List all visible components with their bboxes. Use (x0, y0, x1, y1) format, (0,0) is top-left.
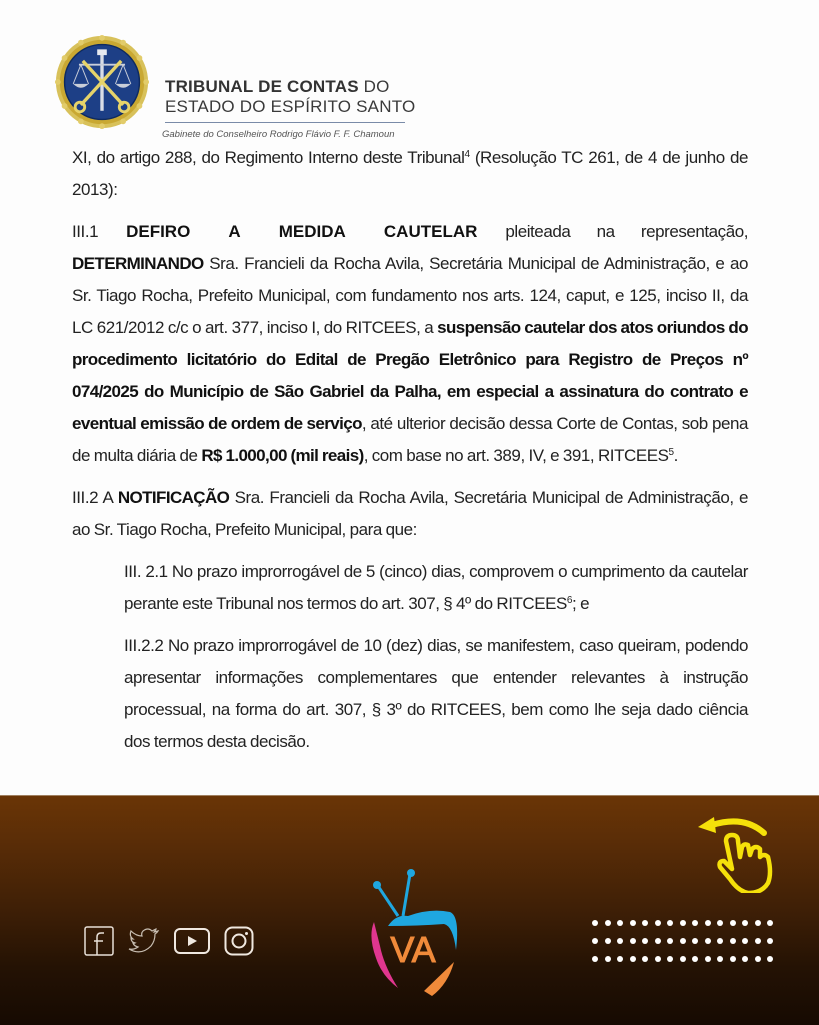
notification-keyword: NOTIFICAÇÃO (117, 488, 230, 507)
decorative-dot-grid (592, 920, 773, 962)
dot (730, 920, 736, 926)
dot (605, 920, 611, 926)
dot (655, 920, 661, 926)
dot (717, 938, 723, 944)
dot (705, 956, 711, 962)
organization-name (165, 77, 390, 97)
dot (692, 956, 698, 962)
dot (755, 920, 761, 926)
intro-text-cont: (Resolução TC 261, de 4 de junho de 2013): (72, 148, 749, 199)
letterhead-divider (165, 122, 405, 123)
item-number: III.1 (72, 222, 99, 241)
item-text: III.2.2 No prazo improrrogável de 10 (dez) dias, se manifestem, caso queiram, podendo apresentar informações complementares que entender relevantes à instrução processual, na forma do art. 307, § 3º do RITCEES, bem como lhe seja dado ciência dos termos desta decisão. (124, 636, 748, 751)
item-iii-2-1 (124, 556, 748, 620)
fine-amount: R$ 1.000,00 (mil reais) (201, 446, 364, 465)
footnote-ref: 6 (566, 595, 573, 606)
twitter-icon[interactable] (128, 927, 160, 955)
decision-heading: DEFIRO A MEDIDA CAUTELAR (126, 222, 478, 241)
dot (592, 938, 598, 944)
determination-keyword: DETERMINANDO (72, 254, 204, 273)
item-text: pleiteada na representação, (505, 222, 748, 241)
dot (692, 938, 698, 944)
intro-paragraph (72, 142, 748, 206)
facebook-icon[interactable] (84, 926, 114, 956)
instagram-icon[interactable] (224, 926, 254, 956)
intro-text: XI, do artigo 288, do Regimento Interno deste Tribunal (72, 148, 465, 167)
item-iii-1-body (72, 248, 748, 472)
dot (755, 956, 761, 962)
item-text: III. 2.1 No prazo improrrogável de 5 (cinco) dias, comprovem o cumprimento da cautelar perante este Tribunal nos termos do art. 307, § 4º do RITCEES (124, 562, 748, 613)
organization-name-rest: DO (358, 77, 390, 96)
dot (705, 938, 711, 944)
dot (680, 938, 686, 944)
dot (767, 920, 773, 926)
dot (642, 920, 648, 926)
swipe-hand-icon[interactable] (694, 813, 784, 893)
scales-keys-emblem-icon (54, 34, 150, 130)
dot (680, 920, 686, 926)
dot (767, 938, 773, 944)
office-subtitle: Gabinete do Conselheiro Rodrigo Flávio F. F. Chamoun (162, 129, 395, 140)
footnote-ref: 5 (668, 447, 674, 458)
youtube-icon[interactable] (174, 928, 210, 954)
dot (655, 956, 661, 962)
dot (717, 920, 723, 926)
item-text: ; e (572, 594, 590, 613)
dot (717, 956, 723, 962)
item-number: III.2 A (72, 488, 118, 507)
item-iii-2 (72, 482, 748, 546)
dot (630, 956, 636, 962)
dot (692, 920, 698, 926)
dot (767, 956, 773, 962)
dot (642, 956, 648, 962)
dot (592, 920, 598, 926)
dot (730, 938, 736, 944)
dot (642, 938, 648, 944)
dot (742, 920, 748, 926)
dot (605, 956, 611, 962)
item-iii-2-2 (124, 630, 748, 758)
dot (617, 956, 623, 962)
item-text: . (673, 446, 678, 465)
dot (605, 938, 611, 944)
dot (655, 938, 661, 944)
dot (755, 938, 761, 944)
organization-state: ESTADO DO ESPÍRITO SANTO (165, 97, 416, 116)
item-text: , até ulterior decisão dessa Corte de Contas, sob pena de multa diária de (72, 414, 749, 465)
dot (730, 956, 736, 962)
suspension-order: suspensão cautelar dos atos oriundos do procedimento licitatório do Edital de Pregão Eletrônico para Registro de Preços nº 074/2025 do Município de São Gabriel da Palha, em especial a assinatura do contrato e eventual emissão de ordem de serviço (72, 318, 749, 433)
item-iii-1-first-line (72, 216, 748, 248)
footer-banner (0, 795, 819, 1025)
dot (667, 938, 673, 944)
letterhead (52, 32, 472, 140)
dot (667, 956, 673, 962)
item-text: , com base no art. 389, IV, e 391, RITCEES (363, 446, 669, 465)
dot (705, 920, 711, 926)
dot (667, 920, 673, 926)
item-text: Sra. Francieli da Rocha Avila, Secretária Municipal de Administração, e ao Sr. Tiago Rocha, Prefeito Municipal, para que: (72, 488, 748, 539)
item-text: Sra. Francieli da Rocha Avila, Secretária Municipal de Administração, e ao Sr. Tiago Rocha, Prefeito Municipal, com fundamento nos arts. 124, caput, e 125, inciso II, da LC 621/2012 c/c o art. 377, inciso I, do RITCEES, a (72, 254, 748, 337)
dot (617, 920, 623, 926)
social-links (84, 926, 254, 956)
organization-name-bold: TRIBUNAL DE CONTAS (165, 77, 359, 96)
dot (630, 938, 636, 944)
dot (592, 956, 598, 962)
document-body (72, 142, 748, 768)
va-tv-logo[interactable] (358, 866, 468, 996)
logo-text: VA (390, 929, 436, 970)
dot (742, 938, 748, 944)
item-iii-1 (72, 216, 748, 472)
footnote-ref: 4 (464, 149, 470, 160)
dot (680, 956, 686, 962)
dot (617, 938, 623, 944)
dot (630, 920, 636, 926)
dot (742, 956, 748, 962)
